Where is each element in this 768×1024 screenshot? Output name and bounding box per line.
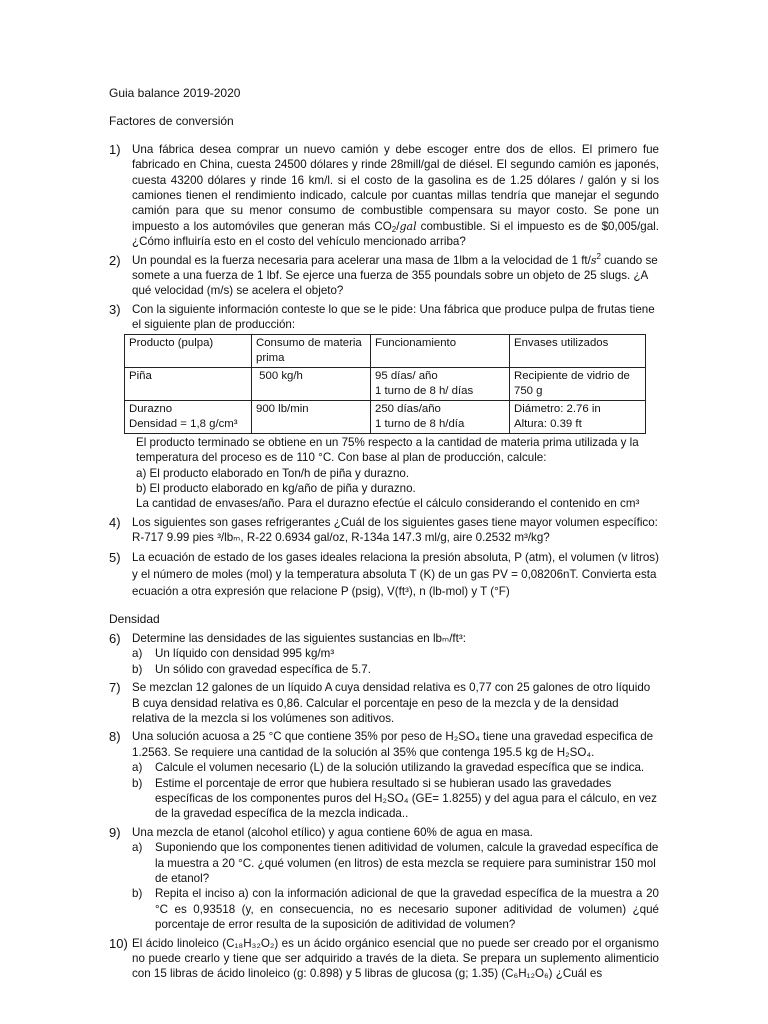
question-text: Los siguientes son gases refrigerantes ¿Cuál de los siguientes gases tiene mayor volumen específico: R-717 9.99 pies ³/lbₘ, R-22 0.6934 gal/oz, R-134a 147.3 ml/g, aire 0.2532 m³/kg? — [132, 515, 658, 545]
question-text-part: / — [396, 219, 400, 233]
cell-line: Altura: 0.39 ft — [514, 417, 582, 430]
question-text-part: Una fábrica desea comprar un nuevo camión y debe escoger entre dos de ellos. El primero fue fabricado en China, cuesta 24500 dólares y rinde 28mill/gal de diésel. El segundo camión es japonés, cuesta 43200 dólares y rinde 16 km/l. si el costo de la gasolina es de 1.25 dólares / galón y si los camiones tienen el rendimiento indicado, calcule por cuantas millas tendría que manejar el segundo camión para que su menor consumo de combustible compensara su mayor costo. Se pone un impuesto a los automóviles que generan más CO — [132, 142, 659, 233]
question-number: 6) — [109, 630, 121, 646]
instruction-line: El producto terminado se obtiene en un 75% respecto a la cantidad de materia prima utilizada y la temperatura del proceso es de 110 °C. Con base al plan de producción, calcule: — [136, 435, 639, 465]
question-text — [132, 142, 659, 250]
sub-question-label: a) — [132, 841, 143, 855]
section-heading-density: Densidad — [109, 611, 160, 626]
cell-line: 1 turno de 8 h/ días — [375, 384, 474, 397]
question-text-part: cuando se somete a una fuerza de 1 lbf. Se ejerce una fuerza de 355 poundals sobre un objeto de 25 slugs. ¿A qué velocidad (m/s) se acelera el objeto? — [132, 253, 658, 298]
question-number: 7) — [109, 680, 121, 696]
question-number: 2) — [109, 252, 121, 268]
cell-line: Diámetro: 2.76 in — [514, 402, 601, 415]
math-unit: s — [590, 253, 597, 267]
question-text: Una mezcla de etanol (alcohol etílico) y agua contiene 60% de agua en masa. — [132, 825, 533, 839]
question-8 — [109, 729, 659, 821]
table-cell — [371, 367, 510, 400]
sub-question-label: a) — [132, 647, 143, 661]
question-2 — [109, 253, 659, 299]
table-cell — [371, 400, 510, 433]
question-3-instructions — [109, 435, 659, 512]
sub-question-label: b) — [132, 776, 143, 790]
sub-question-text: Un líquido con densidad 995 kg/m³ — [155, 647, 335, 661]
question-text: Una solución acuosa a 25 °C que contiene 35% por peso de H₂SO₄ tiene una gravedad especifica de 1.2563. Se requiere una cantidad de la solución al 35% que contenga 195.5 kg de H₂SO₄. — [132, 730, 654, 759]
sub-question-text: Repita el inciso a) con la información adicional de que la gravedad específica de la muestra a 20 °C es 0,93518 (y, en consecuencia, no es necesario suponer aditividad de volumen) ¿qué porcentaje de error resulta de la suposición de aditividad de volumen? — [155, 887, 659, 932]
sub-question-label: b) — [132, 662, 143, 676]
question-number: 8) — [109, 729, 121, 745]
question-10 — [109, 936, 659, 982]
question-text: Con la siguiente información conteste lo que se le pide: Una fábrica que produce pulpa de frutas tiene el siguiente plan de producción: — [132, 302, 655, 332]
table-cell — [510, 400, 646, 433]
question-4 — [109, 515, 659, 546]
cell-line: Durazno — [129, 402, 173, 415]
table-row — [125, 400, 646, 433]
table-cell: Recipiente de vidrio de 750 g — [510, 367, 646, 400]
table-cell: 900 lb/min — [252, 400, 371, 433]
sub-question-label: a) — [132, 761, 143, 775]
question-text-part: Un poundal es la fuerza necesaria para acelerar una masa de 1lbm a la velocidad de 1 ft/ — [132, 253, 591, 267]
sub-question-b — [132, 662, 659, 677]
table-header-cell: Consumo de materia prima — [252, 334, 371, 367]
sub-question-b — [132, 776, 659, 822]
sub-question-a — [132, 840, 659, 886]
sub-question-b — [132, 886, 659, 932]
table-cell: Piña — [125, 367, 252, 400]
question-number: 5) — [109, 549, 121, 565]
question-6 — [109, 631, 659, 677]
cell-line: 95 días/ año — [375, 369, 438, 382]
question-text — [132, 253, 659, 299]
document-title: Guia balance 2019-2020 — [109, 86, 241, 100]
table-header-cell: Producto (pulpa) — [125, 334, 252, 367]
superscript: 2 — [596, 251, 601, 261]
question-7 — [109, 680, 659, 726]
sub-question-text: Suponiendo que los componentes tienen aditividad de volumen, calcule la gravedad específica de la muestra a 20 °C. ¿qué volumen (en litros) de esta mezcla se requiere para suministrar 150 mol de etanol? — [155, 841, 659, 886]
question-number: 10) — [109, 935, 128, 951]
sub-question-text: Calcule el volumen necesario (L) de la solución utilizando la gravedad específica que se indica. — [155, 761, 645, 775]
question-text: Se mezclan 12 galones de un líquido A cuya densidad relativa es 0,77 con 25 galones de otro líquido B cuya densidad relativa es 0,86. Calcular el porcentaje en peso de la mezcla y de la densidad relativa de la mezcla si los volúmenes son aditivos. — [132, 681, 651, 725]
table-cell: 500 kg/h — [252, 367, 371, 400]
production-plan-table — [124, 334, 646, 434]
question-3 — [109, 302, 659, 333]
question-text: Determine las densidades de las siguientes sustancias en lbₘ/ft³: — [132, 631, 466, 645]
question-1 — [109, 142, 659, 250]
table-header-row — [125, 334, 646, 367]
question-text: El ácido linoleico (C₁₈H₃₂O₂) es un ácido orgánico esencial que no puede ser creado por el organismo no puede crearlo y tiene que ser adquirido a través de la dieta. Se prepara un suplemento alimenticio con 15 libras de ácido linoleico (g: 0.898) y 5 libras de glucosa (g; 1.35) (C₆H₁₂O₆) ¿Cuál es — [132, 936, 659, 981]
cell-line: 250 días/año — [375, 402, 441, 415]
question-number: 1) — [109, 141, 121, 157]
instruction-line: La cantidad de envases/año. Para el durazno efectúe el cálculo considerando el contenido en cm³ — [136, 497, 640, 511]
table-row — [125, 367, 646, 400]
table-header-cell: Funcionamiento — [371, 334, 510, 367]
sub-question-a — [132, 646, 659, 661]
subscript: 2 — [391, 224, 397, 234]
table-cell — [125, 400, 252, 433]
document-body — [109, 86, 659, 985]
question-text-part: combustible. Si el impuesto es de $0,005/gal. ¿Cómo influiría esto en el costo del vehículo mencionado arriba? — [132, 219, 659, 249]
cell-line: Densidad = 1,8 g/cm³ — [129, 417, 238, 430]
sub-question-text: Estime el porcentaje de error que hubiera resultado si se hubieran usado las gravedades específicas de los componentes puros del H₂SO₄ (GE= 1.8255) y del agua para el cálculo, en vez de la gravedad específica de la mezcla indicada.. — [155, 776, 657, 821]
math-unit: gal — [399, 219, 417, 233]
question-number: 4) — [109, 514, 121, 530]
question-number: 3) — [109, 301, 121, 317]
instruction-line: a) El producto elaborado en Ton/h de piña y durazno. — [136, 466, 410, 480]
sub-question-label: b) — [132, 887, 143, 901]
section-heading-conversion: Factores de conversión — [109, 114, 234, 129]
cell-line: 1 turno de 8 h/día — [375, 417, 465, 430]
sub-question-a — [132, 760, 659, 775]
question-5 — [109, 549, 659, 600]
sub-question-text: Un sólido con gravedad específica de 5.7. — [155, 662, 371, 676]
question-text: La ecuación de estado de los gases ideales relaciona la presión absoluta, P (atm), el volumen (v litros) y el número de moles (mol) y la temperatura absoluta T (K) de un gas PV = 0,08206nT. Convierta esta ecuación a otra expresión que relacione P (psig), V(ft³), n (lb-mol) y T (°F) — [132, 550, 659, 598]
question-number: 9) — [109, 824, 121, 840]
question-9 — [109, 825, 659, 933]
instruction-line: b) El producto elaborado en kg/año de piña y durazno. — [136, 481, 416, 495]
table-header-cell: Envases utilizados — [510, 334, 646, 367]
